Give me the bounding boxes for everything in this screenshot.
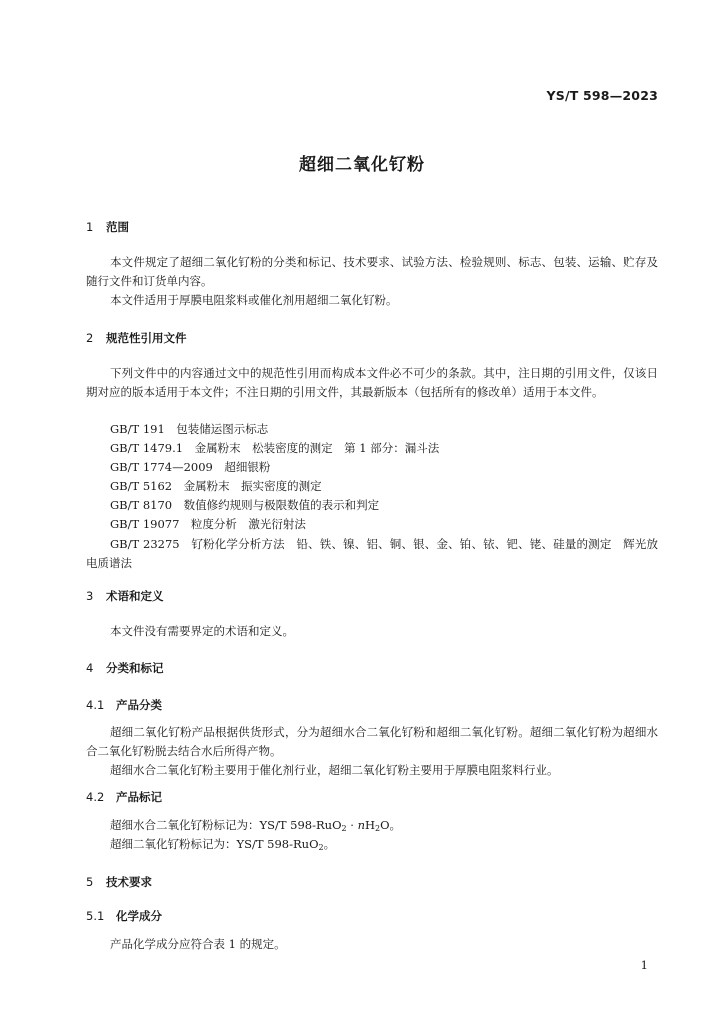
section-1-heading [86,219,129,235]
section-title: 化学成分 [116,909,162,923]
section-title: 术语和定义 [106,589,164,603]
product-mark-dioxide: 超细二氧化钌粉标记为：YS/T 598-RuO$_2$。 [110,837,336,852]
section-number: 1 [86,220,94,234]
section-number: 4.1 [86,698,105,712]
section-2-heading [86,330,187,346]
classification-paragraph-2: 超细水合二氧化钌粉主要用于催化剂行业，超细二氧化钌粉主要用于厚膜电阻浆料行业。 [110,763,559,777]
section-title: 范围 [106,220,129,234]
section-4-1-heading [86,697,162,713]
classification-paragraph-1: 超细二氧化钌粉产品根据供货形式，分为超细水合二氧化钌粉和超细二氧化钌粉。超细二氧化钌粉为超细水合二氧化钌粉脱去结合水后所得产物。 [86,725,658,758]
section-title: 产品标记 [116,790,162,804]
section-4-heading [86,660,164,676]
scope-paragraph-1: 本文件规定了超细二氧化钌粉的分类和标记、技术要求、试验方法、检验规则、标志、包装、运输、贮存及随行文件和订货单内容。 [86,255,658,288]
page-number: 1 [640,958,648,972]
section-title: 规范性引用文件 [106,331,187,345]
section-number: 5.1 [86,909,105,923]
document-title: 超细二氧化钌粉 [299,155,425,175]
section-number: 4 [86,661,94,675]
scope-paragraph-2: 本文件适用于厚膜电阻浆料或催化剂用超细二氧化钌粉。 [110,293,398,307]
section-3-heading [86,588,164,604]
reference-item: GB/T 23275 钌粉化学分析方法 铅、铁、镍、铝、铜、银、金、铂、铱、钯、铑、硅量的测定 辉光放电质谱法 [86,537,658,570]
chemical-composition-paragraph: 产品化学成分应符合表 1 的规定。 [110,937,286,951]
terms-paragraph: 本文件没有需要界定的术语和定义。 [110,624,294,638]
reference-item: GB/T 8170 数值修约规则与极限数值的表示和判定 [110,498,380,512]
section-number: 2 [86,331,94,345]
section-title: 产品分类 [116,698,162,712]
section-title: 技术要求 [106,875,152,889]
standard-code: YS/T 598—2023 [546,88,658,103]
section-number: 4.2 [86,790,105,804]
reference-item: GB/T 1774—2009 超细银粉 [110,460,271,474]
section-title: 分类和标记 [106,661,164,675]
section-number: 3 [86,589,94,603]
section-5-1-heading [86,908,162,924]
reference-item: GB/T 191 包装储运图示标志 [110,422,269,436]
reference-item: GB/T 19077 粒度分析 激光衍射法 [110,517,306,531]
product-mark-hydrated: 超细水合二氧化钌粉标记为：YS/T $598-RuO_2 \cdot nH_2O$。 [110,818,402,833]
section-4-2-heading [86,789,162,805]
reference-item: GB/T 1479.1 金属粉末 松装密度的测定 第 1 部分：漏斗法 [110,441,440,455]
section-number: 5 [86,875,94,889]
section-5-heading [86,874,152,890]
references-intro: 下列文件中的内容通过文中的规范性引用而构成本文件必不可少的条款。其中，注日期的引用文件，仅该日期对应的版本适用于本文件；不注日期的引用文件，其最新版本（包括所有的修改单）适用于本文件。 [86,366,658,399]
reference-item: GB/T 5162 金属粉末 振实密度的测定 [110,479,322,493]
